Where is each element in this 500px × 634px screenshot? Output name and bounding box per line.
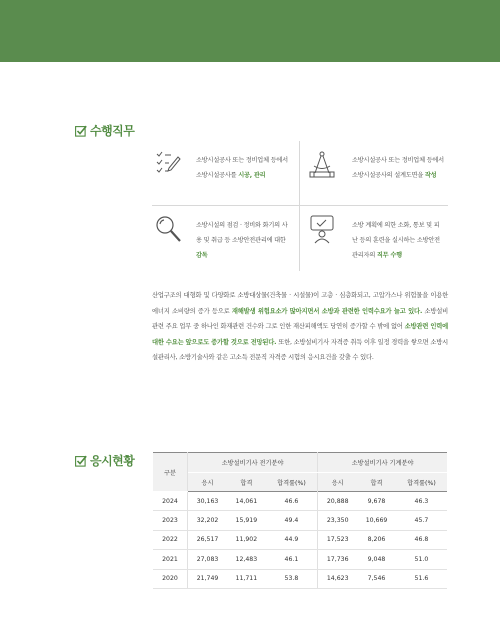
duty-text-highlight: 직무 수행 — [376, 252, 402, 259]
duty-text-highlight: 시공, 관리 — [238, 172, 266, 179]
table-cell: 26,517 — [188, 530, 228, 549]
duty-text — [196, 218, 292, 263]
stats-heading — [75, 452, 134, 469]
table-cell: 46.1 — [266, 550, 318, 569]
table-row — [153, 550, 447, 569]
duties-title: 수행직무 — [90, 124, 135, 138]
table-cell: 46.8 — [396, 530, 447, 549]
paragraph-text: 산업구조의 대형화 및 다양화로 소방대상물(건축물 · 시설물)이 고층 · 심층화되고, 고압가스나 위험물을 이용한 에너지 소비량의 증가 등으로 — [152, 292, 448, 315]
table-cell: 14,623 — [318, 569, 358, 588]
table-cell: 10,669 — [357, 511, 396, 530]
table-cell: 51.0 — [396, 550, 447, 569]
duty-text-highlight: 작성 — [424, 172, 437, 179]
table-cell: 9,048 — [357, 550, 396, 569]
table-cell: 49.4 — [266, 511, 318, 530]
table-cell: 45.7 — [396, 511, 447, 530]
table-cell: 46.3 — [396, 492, 447, 511]
table-cell: 17,736 — [318, 550, 358, 569]
checkbox-check-icon — [75, 455, 87, 467]
duty-card-construction — [152, 141, 300, 206]
year-header: 구분 — [153, 453, 188, 492]
table-cell: 20,888 — [318, 492, 358, 511]
table-row — [153, 569, 447, 588]
paragraph-text: 또한, 소방설비기사 자격증 취득 이후 일정 경력을 쌓으면 소방시설관리사, 소방기술사와 같은 고소득 전문직 자격증 시험의 응시요건을 갖출 수 있다. — [152, 338, 448, 361]
column-header: 합격률(%) — [266, 473, 318, 492]
group-header-electrical: 소방설비기사 전기분야 — [188, 453, 318, 473]
duty-text-main: 소방시설공사 또는 정비업체 등에서 소방시설공사를 — [196, 157, 288, 179]
table-cell: 7,546 — [357, 569, 396, 588]
column-header: 합격 — [227, 473, 266, 492]
table-cell: 8,206 — [357, 530, 396, 549]
table-cell: 27,083 — [188, 550, 228, 569]
magnifier-icon — [154, 214, 182, 244]
column-header: 응시 — [318, 473, 358, 492]
column-header: 합격 — [357, 473, 396, 492]
year-cell: 2024 — [153, 492, 188, 511]
duties-grid — [152, 141, 448, 271]
table-row — [153, 492, 447, 511]
compass-blueprint-icon — [308, 149, 336, 179]
table-cell: 32,202 — [188, 511, 228, 530]
paragraph-highlight: 소방관련 인력에 대한 수요는 앞으로도 증가할 것으로 전망된다. — [152, 323, 448, 346]
checklist-pen-icon — [154, 149, 182, 179]
year-cell: 2022 — [153, 530, 188, 549]
duty-text-main: 소방시설공사 또는 정비업체 등에서 소방시설공사의 설계도면을 — [352, 157, 444, 179]
year-cell: 2021 — [153, 550, 188, 569]
person-check-icon — [308, 214, 336, 244]
table-cell: 30,163 — [188, 492, 228, 511]
duty-text — [352, 153, 444, 183]
duty-text — [196, 153, 292, 183]
table-cell: 12,483 — [227, 550, 266, 569]
table-cell: 17,523 — [318, 530, 358, 549]
table-cell: 15,919 — [227, 511, 266, 530]
header-band — [0, 0, 500, 62]
stats-title: 응시현황 — [90, 454, 135, 468]
table-cell: 21,749 — [188, 569, 228, 588]
column-header: 응시 — [188, 473, 228, 492]
duty-text-main: 소방 계획에 의한 소화, 통보 및 피난 등의 훈련을 실시하는 소방안전관리자의 — [352, 222, 440, 259]
year-cell: 2023 — [153, 511, 188, 530]
paragraph-text: 소방설비 관련 주요 업무 중 하나인 화재관련 건수와 그로 인한 재산피해액도 당연히 증가할 수 밖에 없어 — [152, 307, 448, 330]
table-cell: 11,711 — [227, 569, 266, 588]
duty-card-supervision — [152, 206, 300, 271]
group-header-mechanical: 소방설비기사 기계분야 — [318, 453, 447, 473]
table-row — [153, 530, 447, 549]
column-header: 합격률(%) — [396, 473, 447, 492]
duty-text-highlight: 감독 — [196, 252, 208, 259]
duty-text-main: 소방시설의 점검 · 정비와 화기의 사용 및 취급 등 소방안전관리에 대한 — [196, 222, 288, 244]
table-cell: 14,061 — [227, 492, 266, 511]
year-cell: 2020 — [153, 569, 188, 588]
duty-card-safety-manager — [300, 206, 448, 271]
duties-heading — [75, 122, 134, 139]
paragraph-highlight: 재해발생 위험요소가 많아지면서 소방과 관련한 인력수요가 늘고 있다. — [231, 307, 423, 315]
duty-text — [352, 218, 444, 263]
table-cell: 44.9 — [266, 530, 318, 549]
table-cell: 11,902 — [227, 530, 266, 549]
table-cell: 23,350 — [318, 511, 358, 530]
table-cell: 9,678 — [357, 492, 396, 511]
table-cell: 46.6 — [266, 492, 318, 511]
table-cell: 53.8 — [266, 569, 318, 588]
checkbox-check-icon — [75, 125, 87, 137]
duty-card-design — [300, 141, 448, 206]
table-row — [153, 511, 447, 530]
table-cell: 51.6 — [396, 569, 447, 588]
job-outlook-paragraph — [152, 288, 448, 366]
exam-stats-table — [153, 452, 447, 589]
